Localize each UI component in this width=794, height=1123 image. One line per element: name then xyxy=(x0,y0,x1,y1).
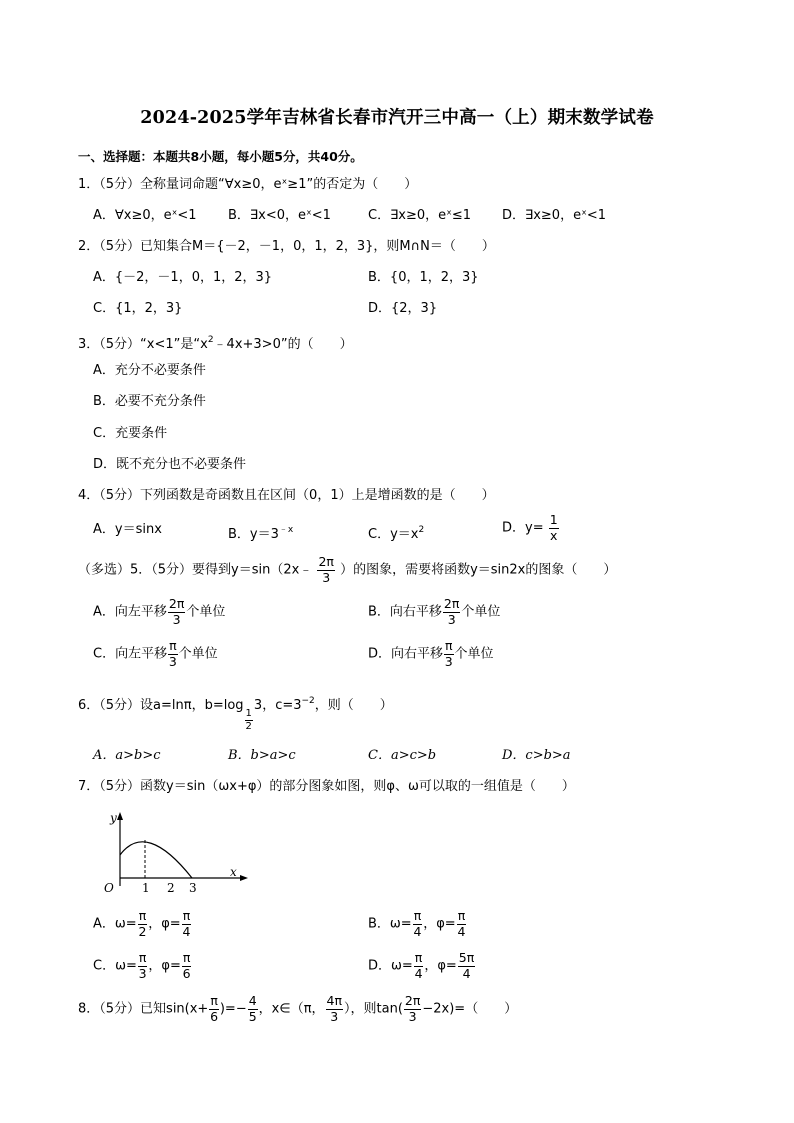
fraction: $\frac{\pi}{3}$ xyxy=(444,638,453,669)
origin-label: O xyxy=(104,881,114,895)
question-1-option-b: B．∃x<0，eˣ<1 xyxy=(228,208,331,223)
question-8-stem-start: 8．（5分）已知sin(x+ xyxy=(78,1001,209,1017)
question-2-option-c: C．{1，2，3} xyxy=(93,301,183,316)
option-d-suffix: 个单位 xyxy=(454,646,494,662)
question-8-stem-end: −2x)=（ ） xyxy=(422,1001,518,1017)
phi-label: ，φ= xyxy=(423,916,456,932)
question-4-option-c xyxy=(368,521,424,544)
fraction: $\frac{2\pi}{3}$ xyxy=(443,596,460,627)
question-7-option-b xyxy=(368,910,467,938)
tick-label-3: 3 xyxy=(189,881,197,895)
fraction: $\frac{2\pi}{3}$ xyxy=(168,596,185,627)
question-5-option-b xyxy=(368,598,500,626)
fraction: $\frac{\pi}{4}$ xyxy=(413,908,422,939)
question-4-option-d-label: D．y= xyxy=(502,520,544,536)
question-5-stem-end: ）的图象，需要将函数y＝sin2x的图象（ ） xyxy=(340,562,617,578)
question-1-option-a: A．∀x≥0，eˣ<1 xyxy=(93,208,197,223)
option-b-suffix: 个单位 xyxy=(461,604,501,620)
fraction-4pi-over-3: $\frac{4\pi}{3}$ xyxy=(326,993,343,1024)
option-c-text: C．向左平移 xyxy=(93,646,168,662)
question-4-option-b xyxy=(228,521,293,544)
question-7-option-c xyxy=(93,952,192,980)
omega-label: C．ω= xyxy=(93,958,137,974)
question-6-option-d: D．c>b>a xyxy=(502,748,571,763)
question-3-stem-end: ﹣4x+3>0”的（ ） xyxy=(213,337,353,352)
option-d-text: D．向右平移 xyxy=(368,646,444,662)
question-4-option-c-exponent: 2 xyxy=(418,525,425,535)
question-7-option-d xyxy=(368,952,476,980)
question-6-option-b: B．b>a>c xyxy=(228,748,296,763)
omega-label: B．ω= xyxy=(368,916,412,932)
question-6-exponent: −2 xyxy=(301,696,315,706)
fraction: $\frac{\pi}{2}$ xyxy=(138,908,147,939)
fraction-2pi-over-3: $\frac{2\pi}{3}$ xyxy=(404,993,421,1024)
sine-curve xyxy=(120,842,192,878)
question-5-option-a xyxy=(93,598,225,626)
omega-label: A．ω= xyxy=(93,916,137,932)
option-a-suffix: 个单位 xyxy=(186,604,226,620)
option-c-suffix: 个单位 xyxy=(178,646,218,662)
question-8-stem-part-c: ），则tan( xyxy=(344,1001,403,1017)
question-4-option-c-base: C．y＝x xyxy=(368,527,419,542)
x-axis-label: x xyxy=(230,865,237,879)
tick-label-1: 1 xyxy=(142,881,150,895)
question-5-stem xyxy=(78,556,616,584)
omega-label: D．ω= xyxy=(368,958,413,974)
question-8-stem-part-b: ，x∈（π， xyxy=(258,1001,325,1017)
fraction-pi-over-6: $\frac{\pi}{6}$ xyxy=(210,993,219,1024)
question-3-option-c: C．充要条件 xyxy=(93,426,168,441)
x-axis-arrow xyxy=(240,875,248,881)
question-4-option-d xyxy=(502,514,560,542)
question-1-option-d: D．∃x≥0，eˣ<1 xyxy=(502,208,607,223)
question-6-stem-mid: 3，c=3 xyxy=(253,698,302,713)
question-8-stem-part-a: )=− xyxy=(219,1001,247,1017)
question-3-stem xyxy=(78,331,353,354)
fraction: $\frac{\pi}{4}$ xyxy=(414,950,423,981)
question-3-option-d: D．既不充分也不必要条件 xyxy=(93,457,247,472)
fraction-4-over-5: $\frac{4}{5}$ xyxy=(248,993,257,1024)
sine-partial-graph xyxy=(92,810,252,898)
question-3-option-a: A．充分不必要条件 xyxy=(93,363,206,378)
y-axis-label: y xyxy=(110,811,117,825)
question-5-option-d xyxy=(368,640,494,668)
question-4-option-b-base: B．y＝3 xyxy=(228,527,279,542)
question-2-option-a: A．{－2，－1，0，1，2，3} xyxy=(93,270,273,285)
fraction: $\frac{\pi}{4}$ xyxy=(182,908,191,939)
question-7-option-a xyxy=(93,910,192,938)
question-2-stem: 2．（5分）已知集合M＝{－2，－1，0，1，2，3}，则M∩N＝（ ） xyxy=(78,239,495,254)
question-8-stem xyxy=(78,995,517,1023)
question-2-option-d: D．{2，3} xyxy=(368,301,438,316)
question-5-option-c xyxy=(93,640,218,668)
phi-label: ，φ= xyxy=(148,958,181,974)
question-4-stem: 4．（5分）下列函数是奇函数且在区间（0，1）上是增函数的是（ ） xyxy=(78,488,495,503)
exam-title: 2024-2025学年吉林省长春市汽开三中高一（上）期末数学试卷 xyxy=(140,108,654,128)
question-4-option-b-exponent: ﹣x xyxy=(278,525,294,535)
question-1-option-c: C．∃x≥0，eˣ≤1 xyxy=(368,208,472,223)
question-4-option-a: A．y＝sinx xyxy=(93,522,162,537)
question-3-option-b: B．必要不充分条件 xyxy=(93,394,206,409)
section-heading: 一、选择题：本题共8小题，每小题5分，共40分。 xyxy=(78,149,363,164)
phi-label: ，φ= xyxy=(148,916,181,932)
question-6-stem-end: ，则（ ） xyxy=(314,698,393,713)
option-a-text: A．向左平移 xyxy=(93,604,167,620)
fraction: $\frac{\pi}{4}$ xyxy=(457,908,466,939)
question-3-stem-start: 3．（5分）“x<1”是“x xyxy=(78,337,208,352)
fraction-1-over-x: $\frac{1}{x}$ xyxy=(549,512,558,543)
question-1-stem: 1．（5分）全称量词命题“∀x≥0，eˣ≥1”的否定为（ ） xyxy=(78,177,418,192)
fraction: $\frac{5\pi}{4}$ xyxy=(458,950,475,981)
question-7-stem: 7．（5分）函数y＝sin（ωx+φ）的部分图象如图，则φ、ω可以取的一组值是（ ） xyxy=(78,779,575,794)
question-5-stem-start: （多选）5．（5分）要得到y＝sin（2x﹣ xyxy=(78,562,313,578)
y-axis-arrow xyxy=(117,812,123,820)
log-base xyxy=(244,709,254,732)
fraction: $\frac{\pi}{3}$ xyxy=(138,950,147,981)
phi-label: ，φ= xyxy=(424,958,457,974)
tick-label-2: 2 xyxy=(167,881,175,895)
question-6-option-c: C．a>c>b xyxy=(368,748,437,763)
fraction-1-over-2: $\frac{1}{2}$ xyxy=(245,707,252,732)
question-6-stem-start: 6．（5分）设a=lnπ，b=log xyxy=(78,698,244,713)
question-3-exponent: 2 xyxy=(207,335,214,345)
fraction-2pi-over-3: $\frac{2\pi}{3}$ xyxy=(318,554,334,585)
option-b-text: B．向右平移 xyxy=(368,604,442,620)
fraction: $\frac{\pi}{3}$ xyxy=(168,638,177,669)
question-6-stem xyxy=(78,692,393,732)
question-6-option-a: A．a>b>c xyxy=(93,748,161,763)
question-2-option-b: B．{0，1，2，3} xyxy=(368,270,479,285)
fraction: $\frac{\pi}{6}$ xyxy=(182,950,191,981)
